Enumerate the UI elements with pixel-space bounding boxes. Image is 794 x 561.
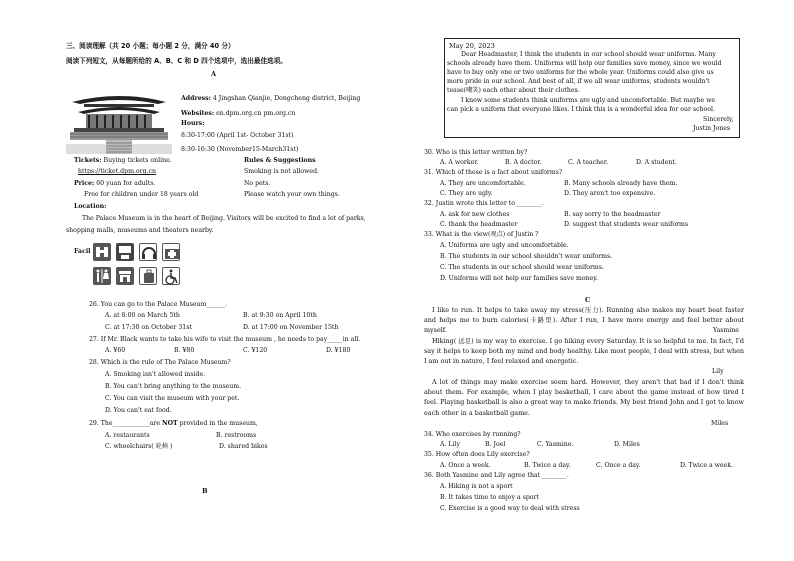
rules-label: Rules & Suggestions: [244, 157, 316, 164]
q31-option-a[interactable]: A. They are uncomfortable.: [440, 180, 526, 187]
q29-option-c[interactable]: C. wheelchairs( 轮椅 ): [105, 443, 173, 450]
q27-stem: 27. If Mr. Black wants to take his wife to visit the museum , he needs to pay_____in all.: [89, 336, 361, 343]
section-title: 三、阅读理解（共 20 小题；每小题 2 分，满分 40 分）: [66, 42, 235, 50]
passage-a-label: A: [211, 70, 217, 78]
audio-guide-icon: [139, 243, 157, 261]
q29-option-d[interactable]: D. shared bikes: [219, 443, 268, 450]
rule-2: No pets.: [244, 180, 271, 187]
q34-option-b[interactable]: B. Joel: [485, 441, 506, 448]
q31-option-d[interactable]: D. They aren't too expensive.: [564, 190, 656, 197]
q36-option-a[interactable]: A. Hiking is not a sport: [440, 483, 513, 490]
q28-option-a[interactable]: A. Smoking isn't allowed inside.: [105, 371, 206, 378]
q35-stem: 35. How often does Lily exercise?: [424, 451, 530, 458]
tickets: Tickets: Buying tickets online.: [74, 157, 172, 164]
q26-stem: 26. You can go to the Palace Museum______.: [89, 301, 227, 308]
instructions: 阅读下列短文，从每题所给的 A、B、C 和 D 四个选项中，选出最佳选项。: [66, 57, 287, 65]
atm-icon: [116, 243, 134, 261]
passage-c-label: C: [585, 296, 591, 304]
hours-2: 8:30-16:30 (November15-March31st): [181, 146, 299, 153]
facilities-icons: [93, 241, 205, 291]
letter-line-3: have to buy only one or two uniforms for the whole year. Uniforms could also give us: [447, 69, 714, 76]
hours-label: Hours:: [181, 120, 205, 127]
first-aid-icon: [162, 243, 180, 261]
q30-stem: 30. Who is this letter written by?: [424, 149, 528, 156]
q29-option-a[interactable]: A. restaurants: [105, 432, 150, 439]
q28-option-b[interactable]: B. You can't bring anything to the museum.: [105, 383, 242, 390]
passage-c-name-3: Miles: [711, 420, 729, 427]
q26-option-c[interactable]: C. at 17:30 on October 31st: [105, 324, 192, 331]
q33-option-d[interactable]: D. Uniforms will not help our families save money.: [440, 275, 598, 282]
q34-stem: 34. Who exercises by running?: [424, 431, 521, 438]
rule-3: Please watch your own things.: [244, 191, 340, 198]
q34-option-d[interactable]: D. Miles: [614, 441, 640, 448]
location-line-2: shopping malls, museums and theaters nearby.: [66, 227, 214, 234]
passage-c-para-1: I like to run. It helps to take away my stress(压力). Running also makes my heart beat faster and helps me to burn calories(卡路里). After I run, I have more energy and feel better about myself.: [424, 306, 744, 335]
q31-option-c[interactable]: C. They are ugly.: [440, 190, 493, 197]
letter-line-2: schools already have them. Uniforms will help our families save money, since we would: [447, 60, 722, 67]
passage-c-para-2: Hiking( 远足) is my way to exercise. I go hiking every Saturday. It is so helpful to me. In fact, I'd say it helps to keep both my mind and body healthy. Like most people, I deal with stress, but when I am out in nature, I feel relaxed and energetic.: [424, 337, 744, 366]
passage-b-label: B: [202, 487, 208, 495]
q31-stem: 31. Which of these is a fact about uniforms?: [424, 169, 563, 176]
q26-option-b[interactable]: B. at 9:30 on April 10th: [243, 312, 317, 319]
q35-option-b[interactable]: B. Twice a day.: [524, 462, 571, 469]
letter-line-6: I know some students think uniforms are ugly and uncomfortable. But maybe we: [461, 97, 716, 104]
price-children: Free for children under 18 years old: [84, 191, 199, 198]
q31-option-b[interactable]: B. Many schools already have them.: [564, 180, 678, 187]
luggage-icon: [139, 267, 157, 285]
q28-option-c[interactable]: C. You can visit the museum with your pet.: [105, 395, 240, 402]
ticket-url-link[interactable]: https://ticket.dpm.org.cn: [78, 168, 156, 175]
letter-line-7: can pick a uniform that everyone likes. I think this is a wonderful idea for our school.: [447, 106, 715, 113]
q33-option-c[interactable]: C. The students in our school should wear uniforms.: [440, 264, 604, 271]
location-label: Location:: [74, 203, 107, 210]
passage-c-para-3: A lot of things may make exercise seem hard. However, they aren't that bad if I don't think about them. For example, when I play basketball, I care about the game instead of how tired I feel. Playing basketball is also a great way to make friends. My best friend John and I got to know each other in a basketball game.: [424, 378, 744, 417]
q32-option-d[interactable]: D. suggest that students wear uniforms: [564, 221, 689, 228]
websites: Websites: en.dpm.org.cn pm.org.cn: [181, 110, 296, 117]
q27-option-c[interactable]: C. ¥120: [243, 347, 268, 354]
restroom-icon: [93, 267, 111, 285]
q26-option-d[interactable]: D. at 17:00 on November 15th: [243, 324, 339, 331]
q30-option-b[interactable]: B. A doctor.: [505, 159, 542, 166]
q27-option-b[interactable]: B. ¥80: [174, 347, 195, 354]
palace-museum-image: [66, 88, 172, 154]
q34-option-a[interactable]: A. Lily: [440, 441, 460, 448]
letter-signature: Justin Jones: [693, 125, 731, 132]
location-line-1: The Palace Museum is in the heart of Beijing. Visitors will be excited to find a lot of parks,: [82, 215, 366, 222]
letter-closing: Sincerely,: [703, 116, 734, 123]
q30-option-d[interactable]: D. A student.: [636, 159, 677, 166]
q26-option-a[interactable]: A. at 8:00 on March 5th: [105, 312, 180, 319]
q33-option-a[interactable]: A. Uniforms are ugly and uncomfortable.: [440, 242, 569, 249]
letter-date: May 20, 2023: [449, 42, 495, 50]
q32-option-b[interactable]: B. say sorry to the headmaster: [564, 211, 661, 218]
q32-option-a[interactable]: A. ask for new clothes: [440, 211, 510, 218]
q28-option-d[interactable]: D. You can't eat food.: [105, 407, 172, 414]
binoculars-icon: [93, 243, 111, 261]
q35-option-a[interactable]: A. Once a week.: [440, 462, 491, 469]
wheelchair-icon: [162, 267, 180, 285]
q32-stem: 32. Justin wrote this letter to ________.: [424, 200, 544, 207]
q35-option-c[interactable]: C. Once a day.: [596, 462, 641, 469]
hours-1: 8:30-17:00 (April 1st- October 31st): [181, 132, 294, 139]
rule-1: Smoking is not allowed.: [244, 168, 320, 175]
q27-option-d[interactable]: D. ¥180: [326, 347, 351, 354]
q34-option-c[interactable]: C. Yasmine.: [537, 441, 574, 448]
q36-option-c[interactable]: C. Exercise is a good way to deal with stress: [440, 505, 580, 512]
q32-option-c[interactable]: C. thank the headmaster: [440, 221, 518, 228]
q33-stem: 33. What is the view(观点) of Justin ?: [424, 231, 539, 238]
q28-stem: 28. Which is the rule of The Palace Museum?: [89, 359, 231, 366]
q36-option-b[interactable]: B. It takes time to enjoy a sport: [440, 494, 539, 501]
q30-option-c[interactable]: C. A teacher.: [568, 159, 609, 166]
q30-option-a[interactable]: A. A worker.: [440, 159, 479, 166]
address: Address: 4 Jingshan Qianjie, Dongcheng district, Beijing: [181, 95, 361, 102]
letter-line-5: tease(嘲笑) each other about their clothes.: [447, 87, 580, 94]
letter-line-1: Dear Headmaster, I think the students in our school should wear uniforms. Many: [461, 51, 716, 58]
q36-stem: 36. Both Yasmine and Lily agree that ________.: [424, 472, 569, 479]
shop-icon: [116, 267, 134, 285]
q27-option-a[interactable]: A. ¥60: [105, 347, 126, 354]
q33-option-b[interactable]: B. The students in our school shouldn't wear uniforms.: [440, 253, 613, 260]
letter-box: [444, 38, 740, 138]
q29-stem: 29. The____________are NOT provided in the museum,: [89, 420, 258, 427]
q35-option-d[interactable]: D. Twice a week.: [680, 462, 733, 469]
passage-c-name-1: Yasmine: [713, 327, 739, 334]
passage-c-name-2: Lily: [712, 368, 724, 375]
letter-line-4: more pride in our school. And best of all, if we all wear uniforms, students wouldn't: [447, 78, 710, 85]
facilities-label: Facil: [74, 248, 91, 255]
price: Price: 60 yuan for adults.: [74, 180, 156, 187]
q29-option-b[interactable]: B. restrooms: [216, 432, 257, 439]
